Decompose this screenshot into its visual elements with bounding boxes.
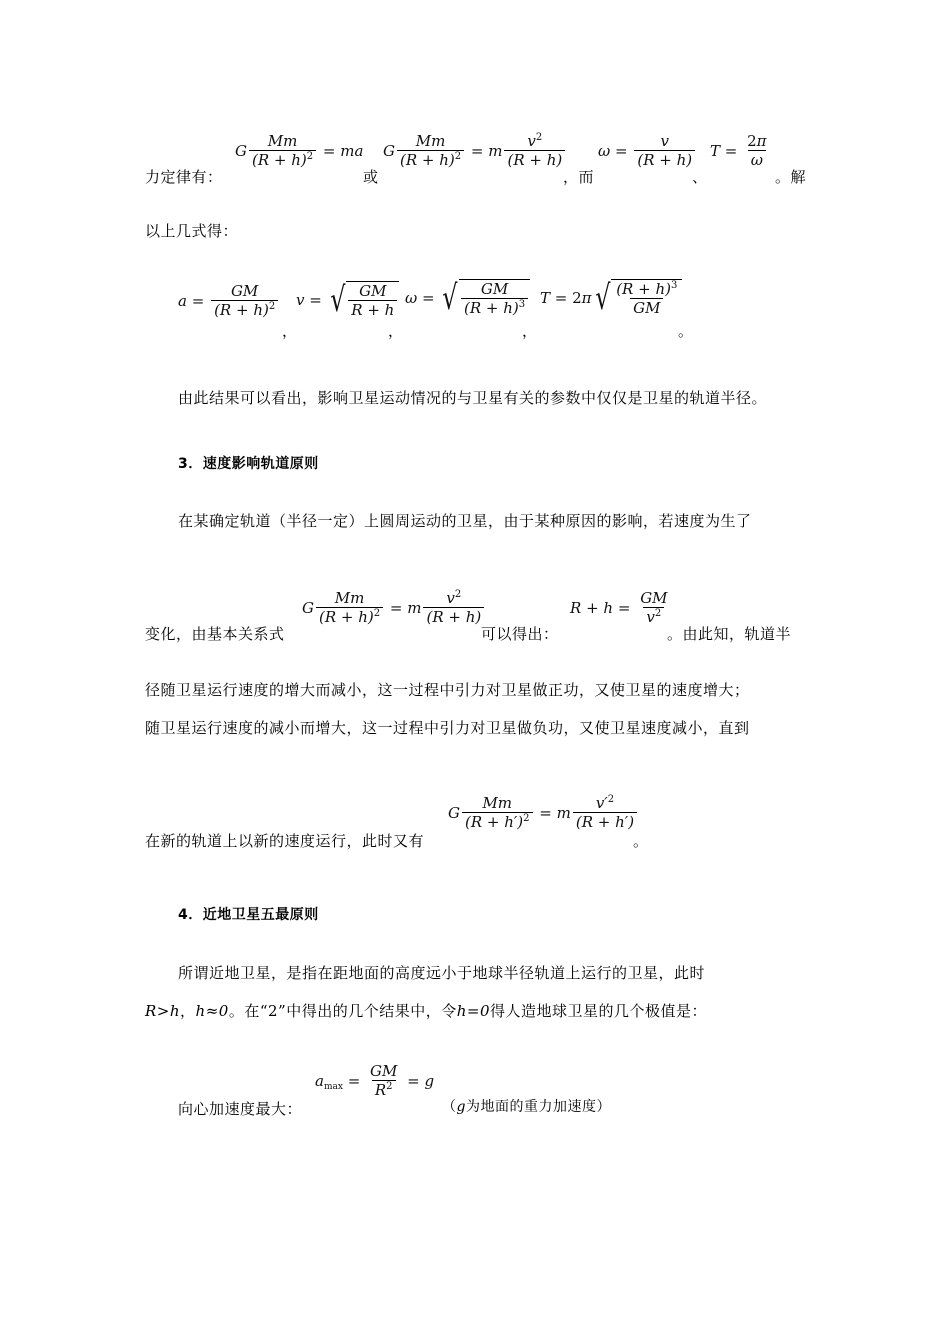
text-accel-note: （g为地面的重力加速度） (442, 1099, 611, 1115)
heading-section-3: 3．速度影响轨道原则 (178, 456, 319, 472)
text-law-prefix: 力定律有： (145, 168, 223, 186)
text-conclusion: 由此结果可以看出，影响卫星运动情况的与卫星有关的参数中仅仅是卫星的轨道半径。 (178, 389, 768, 407)
text-accel-label: 向心加速度最大： (178, 1100, 303, 1118)
formula-period: T = $\frac{2\pi}{\omega}$ (710, 132, 767, 169)
text-comma: ， (522, 322, 538, 340)
text-s3-line5-prefix: 在新的轨道上以新的速度运行，此时又有 (145, 832, 425, 850)
formula-result-v: v = √ $\frac{GM}{R + h}$ (296, 281, 399, 319)
text-comma-and: ，而 (563, 168, 595, 186)
text-s3-line3: 径随卫星运行速度的增大而减小，这一过程中引力对卫星做正功，又使卫星的速度增大； (145, 681, 750, 699)
formula-result-a: a = $\frac{GM}{(R + h)^2}$ (178, 283, 280, 319)
text-s3-line4: 随卫星运行速度的减小而增大，这一过程中引力对卫星做负功，又使卫星速度减小，直到 (145, 719, 750, 737)
formula-basic-relation: G $\frac{Mm}{(R + h)^2}$ = m $\frac{v^2}{(R + h)}$ (302, 590, 486, 626)
text-comma: ， (282, 322, 298, 340)
formula-gravity-ma: G $\frac{Mm}{(R + h)^2}$ = ma (235, 132, 364, 169)
text-s3-line2-suffix: 。由此知，轨道半 (667, 625, 792, 643)
formula-max-accel: $a_{max}$ = $\frac{GM}{R^2}$ = g (315, 1062, 435, 1099)
formula-radius: R + h = $\frac{GM}{v^2}$ (570, 589, 668, 626)
formula-omega: ω = $\frac{v}{(R + h)}$ (598, 133, 697, 169)
heading-section-4: 4．近地卫星五最原则 (178, 907, 319, 923)
text-s4-line1: 所谓近地卫星，是指在距地面的高度远小于地球半径轨道上运行的卫星，此时 (178, 964, 706, 982)
formula-new-orbit: G $\frac{Mm}{(R + h')^2}$ = m $\frac{v'^2}{(R + h')}$ (448, 795, 639, 831)
text-s3-line1: 在某确定轨道（半径一定）上圆周运动的卫星，由于某种原因的影响，若速度为生了 (178, 512, 752, 530)
formula-result-omega: ω = √ $\frac{GM}{(R + h)^3}$ (405, 279, 530, 317)
text-solve-suffix: 。解 (775, 168, 807, 186)
formula-result-period: T = 2 π √ $\frac{(R + h)^3}{GM}$ (540, 279, 682, 317)
text-end-period: 。 (678, 322, 694, 340)
text-s3-line2-prefix: 变化，由基本关系式 (145, 625, 285, 643)
formula-gravity-centripetal: G $\frac{Mm}{(R + h)^2}$ = m $\frac{v^2}{(R + h)}$ (383, 133, 567, 169)
text-s3-line5-suffix: 。 (633, 832, 649, 850)
text-combine: 以上几式得： (145, 222, 239, 240)
text-s4-line2: R>h，h≈0。在“2”中得出的几个结果中，令h=0得人造地球卫星的几个极值是： (145, 1002, 708, 1020)
text-or: 或 (363, 168, 379, 186)
text-comma: ， (388, 322, 404, 340)
text-separator: 、 (692, 168, 708, 186)
text-s3-line2-mid: 可以得出： (481, 625, 559, 643)
